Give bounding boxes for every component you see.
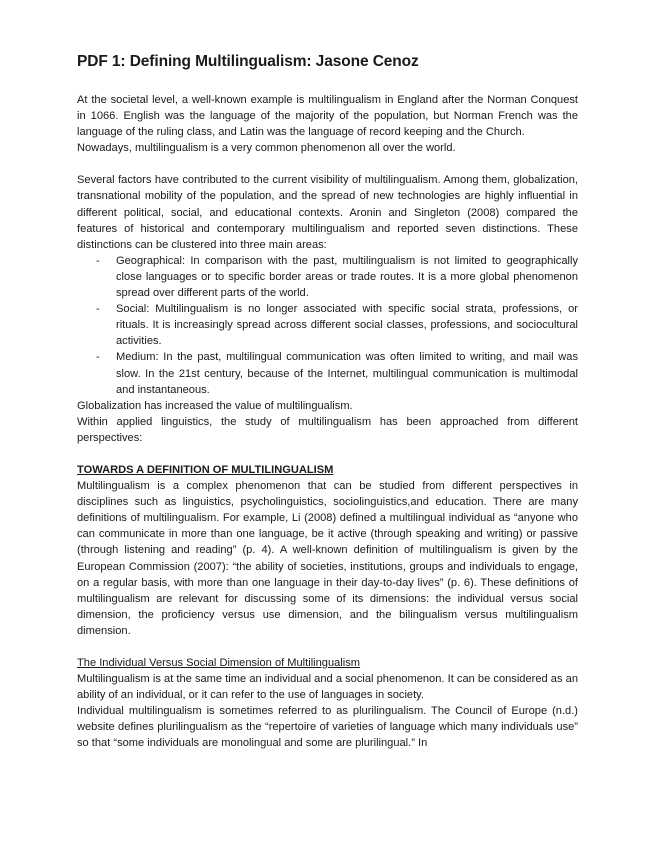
intro-paragraph-2: Nowadays, multilingualism is a very common phenomenon all over the world. — [77, 142, 456, 155]
dash-bullet: - — [96, 303, 100, 316]
section-heading-definition: TOWARDS A DEFINITION OF MULTILINGUALISM — [77, 463, 334, 476]
perspectives-paragraph: Within applied linguistics, the study of multilingualism has been approached from different perspectives: — [77, 415, 578, 444]
list-item — [77, 301, 578, 349]
spacer — [77, 446, 578, 462]
dash-bullet: - — [96, 254, 100, 267]
spacer — [77, 639, 578, 655]
list-item-text: Social: Multilingualism is no longer associated with specific social strata, professions, or rituals. It is increasingly spread across different social classes, professions, and sociocultural activities. — [116, 303, 578, 348]
list-item-text: Medium: In the past, multilingual communication was often limited to writing, and mail was slow. In the 21st century, because of the Internet, multilingual communication is multimodal and instantaneous. — [116, 351, 578, 396]
individual-paragraph-1: Multilingualism is at the same time an individual and a social phenomenon. It can be considered as an ability of an individual, or it can refer to the use of languages in society. — [77, 673, 578, 702]
list-item-text: Geographical: In comparison with the past, multilingualism is not limited to geographically close languages or to specific border areas or trade routes. It is a more global phenomenon spread over different parts of the world. — [116, 254, 578, 300]
definition-paragraph: Multilingualism is a complex phenomenon that can be studied from different perspectives in disciplines such as linguistics, psycholinguistics, sociolinguistics,and education. There are many definitions of multilingualism. For example, Li (2008) defined a multilingual individual as “anyone who can communicate in more than one language, be it active (through speaking and writing) or passive (through listening and reading” (p. 4). A well-known definition of multilingualism is given by the European Commission (2007): “the ability of societies, institutions, groups and individuals to engage, on a regular basis, with more than one language in their day-to-day lives” (p. 6). These definitions of multilingualism are relevant for discussing some of its dimensions: the individual versus social dimension, the proficiency versus use dimension, and the bilingualism versus multilingualism dimension. — [77, 480, 578, 637]
factors-paragraph: Several factors have contributed to the current visibility of multilingualism. Among them, globalization, transnational mobility of the population, and the spread of new technologies are highly influential in different political, social, and educational contexts. Aronin and Singleton (2008) compared the features of historical and contemporary multilingualism and reported seven distinctions. These distinctions can be clustered into three main areas: — [77, 174, 578, 251]
intro-paragraph-1: At the societal level, a well-known example is multilingualism in England after the Norman Conquest in 1066. English was the language of the majority of the population, but Norman French was the language of the ruling class, and Latin was the language of record keeping and the Church. — [77, 94, 578, 139]
spacer — [77, 156, 578, 172]
globalization-paragraph: Globalization has increased the value of multilingualism. — [77, 399, 353, 412]
distinctions-list — [77, 253, 578, 398]
page-title: PDF 1: Defining Multilingualism: Jasone Cenoz — [77, 53, 419, 70]
dash-bullet: - — [96, 351, 100, 364]
list-item — [77, 253, 578, 301]
individual-paragraph-2: Individual multilingualism is sometimes referred to as plurilingualism. The Council of Europe (n.d.) website defines plurilingualism as the “repertoire of varieties of language which many individuals use” so that “some individuals are monolingual and some are plurilingual.” In — [77, 705, 578, 750]
section-heading-individual-social: The Individual Versus Social Dimension of Multilingualism — [77, 657, 361, 669]
list-item — [77, 349, 578, 397]
